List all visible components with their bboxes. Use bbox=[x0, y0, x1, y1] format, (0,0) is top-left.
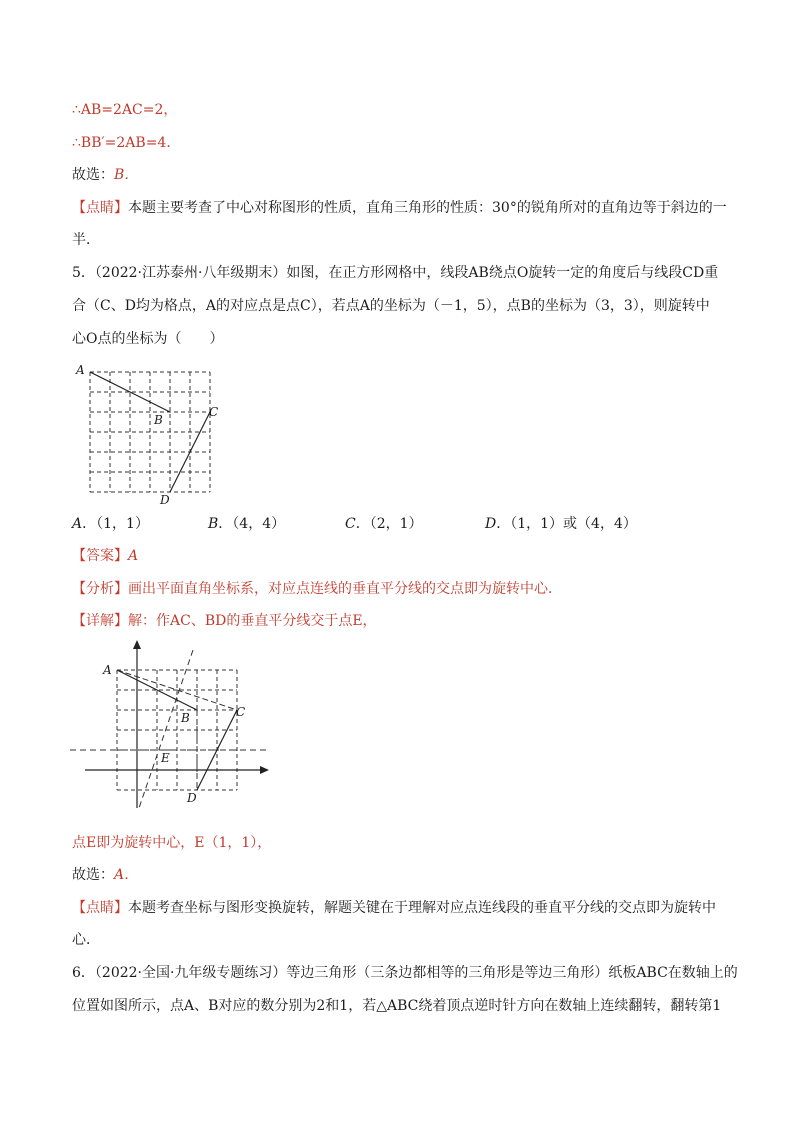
q5-comment-tag: 【点睛】 bbox=[72, 900, 128, 916]
q5-stem-1: 5．（2022·江苏泰州·八年级期末）如图，在正方形网格中，线段AB绕点O旋转一定的角度后与线段CD重 bbox=[72, 265, 719, 281]
label-b: B bbox=[154, 413, 163, 427]
grid-lines bbox=[90, 372, 210, 492]
q5-choice-value: A． bbox=[114, 867, 139, 883]
comment-text-1: 本题主要考查了中心对称图形的性质，直角三角形的性质：30°的锐角所对的直角边等于斜边的一 bbox=[128, 200, 727, 216]
solution-line-ab: ∴AB=2AC=2， bbox=[72, 102, 178, 118]
q5-comment-text-1: 本题考查坐标与图形变换旋转，解题关键在于理解对应点连线段的垂直平分线的交点即为旋转中 bbox=[128, 900, 716, 916]
option-b[interactable]: B．（4，4） bbox=[208, 516, 286, 532]
q5-choice-prefix: 故选： bbox=[72, 867, 114, 883]
solution-line-bb: ∴BB′=2AB=4． bbox=[72, 135, 181, 151]
detail-text: 解：作AC、BD的垂直平分线交于点E， bbox=[128, 613, 377, 629]
answer-tag: 【答案】 bbox=[72, 548, 128, 564]
option-c[interactable]: C．（2，1） bbox=[345, 516, 423, 532]
segment-ab bbox=[117, 670, 197, 710]
bisector-bd bbox=[139, 650, 193, 808]
option-a[interactable]: A．（1，1） bbox=[72, 516, 149, 532]
choice-value: B． bbox=[114, 167, 139, 183]
label-a: A bbox=[103, 663, 112, 677]
label-a: A bbox=[76, 363, 85, 377]
label-d: D bbox=[160, 493, 170, 507]
answer-line bbox=[72, 546, 138, 566]
y-axis-arrow-icon bbox=[133, 640, 141, 649]
comment-line-1 bbox=[72, 198, 727, 218]
option-d[interactable]: D．（1，1）或（4，4） bbox=[485, 516, 637, 532]
label-b: B bbox=[181, 711, 190, 725]
x-axis-arrow-icon bbox=[260, 766, 269, 774]
q5-stem-3: 心O点的坐标为（ ） bbox=[72, 331, 224, 347]
q5-grid-figure bbox=[72, 362, 232, 507]
comment-line-2: 半． bbox=[72, 232, 100, 248]
detail-tag: 【详解】 bbox=[72, 613, 128, 629]
analysis-line bbox=[72, 579, 562, 599]
analysis-tag: 【分析】 bbox=[72, 581, 128, 597]
label-e: E bbox=[161, 751, 170, 765]
label-d: D bbox=[187, 791, 197, 805]
choice-prefix: 故选： bbox=[72, 167, 114, 183]
label-c: C bbox=[236, 705, 246, 719]
q5-solution-figure bbox=[65, 640, 275, 815]
choice-line bbox=[72, 165, 138, 185]
q5-comment-line-2: 心． bbox=[72, 932, 100, 948]
q6-stem-2: 位置如图所示，点A、B对应的数分别为2和1，若△ABC绕着顶点逆时针方向在数轴上连续翻转，翻转第1 bbox=[72, 998, 722, 1014]
answer-value: A bbox=[128, 548, 139, 564]
conclusion-prefix: 点E即为旋转中心， bbox=[72, 835, 195, 851]
q5-comment-line-1 bbox=[72, 898, 716, 918]
analysis-text: 画出平面直角坐标系，对应点连线的垂直平分线的交点即为旋转中心． bbox=[128, 581, 562, 597]
q5-choice-line bbox=[72, 865, 138, 885]
label-c: C bbox=[209, 405, 219, 419]
comment-tag: 【点睛】 bbox=[72, 200, 128, 216]
detail-line bbox=[72, 611, 377, 631]
segment-ab bbox=[90, 372, 170, 412]
grid-lines-solution bbox=[117, 670, 237, 790]
conclusion-line bbox=[72, 833, 271, 853]
conclusion-value: E（1，1）， bbox=[194, 835, 272, 851]
q5-stem-2: 合（C、D均为格点，A的对应点是点C），若点A的坐标为（－1，5），点B的坐标为（3，3），则旋转中 bbox=[72, 298, 710, 314]
q6-stem-1: 6．（2022·全国·九年级专题练习）等边三角形（三条边都相等的三角形是等边三角形）纸板ABC在数轴上的 bbox=[72, 965, 738, 981]
